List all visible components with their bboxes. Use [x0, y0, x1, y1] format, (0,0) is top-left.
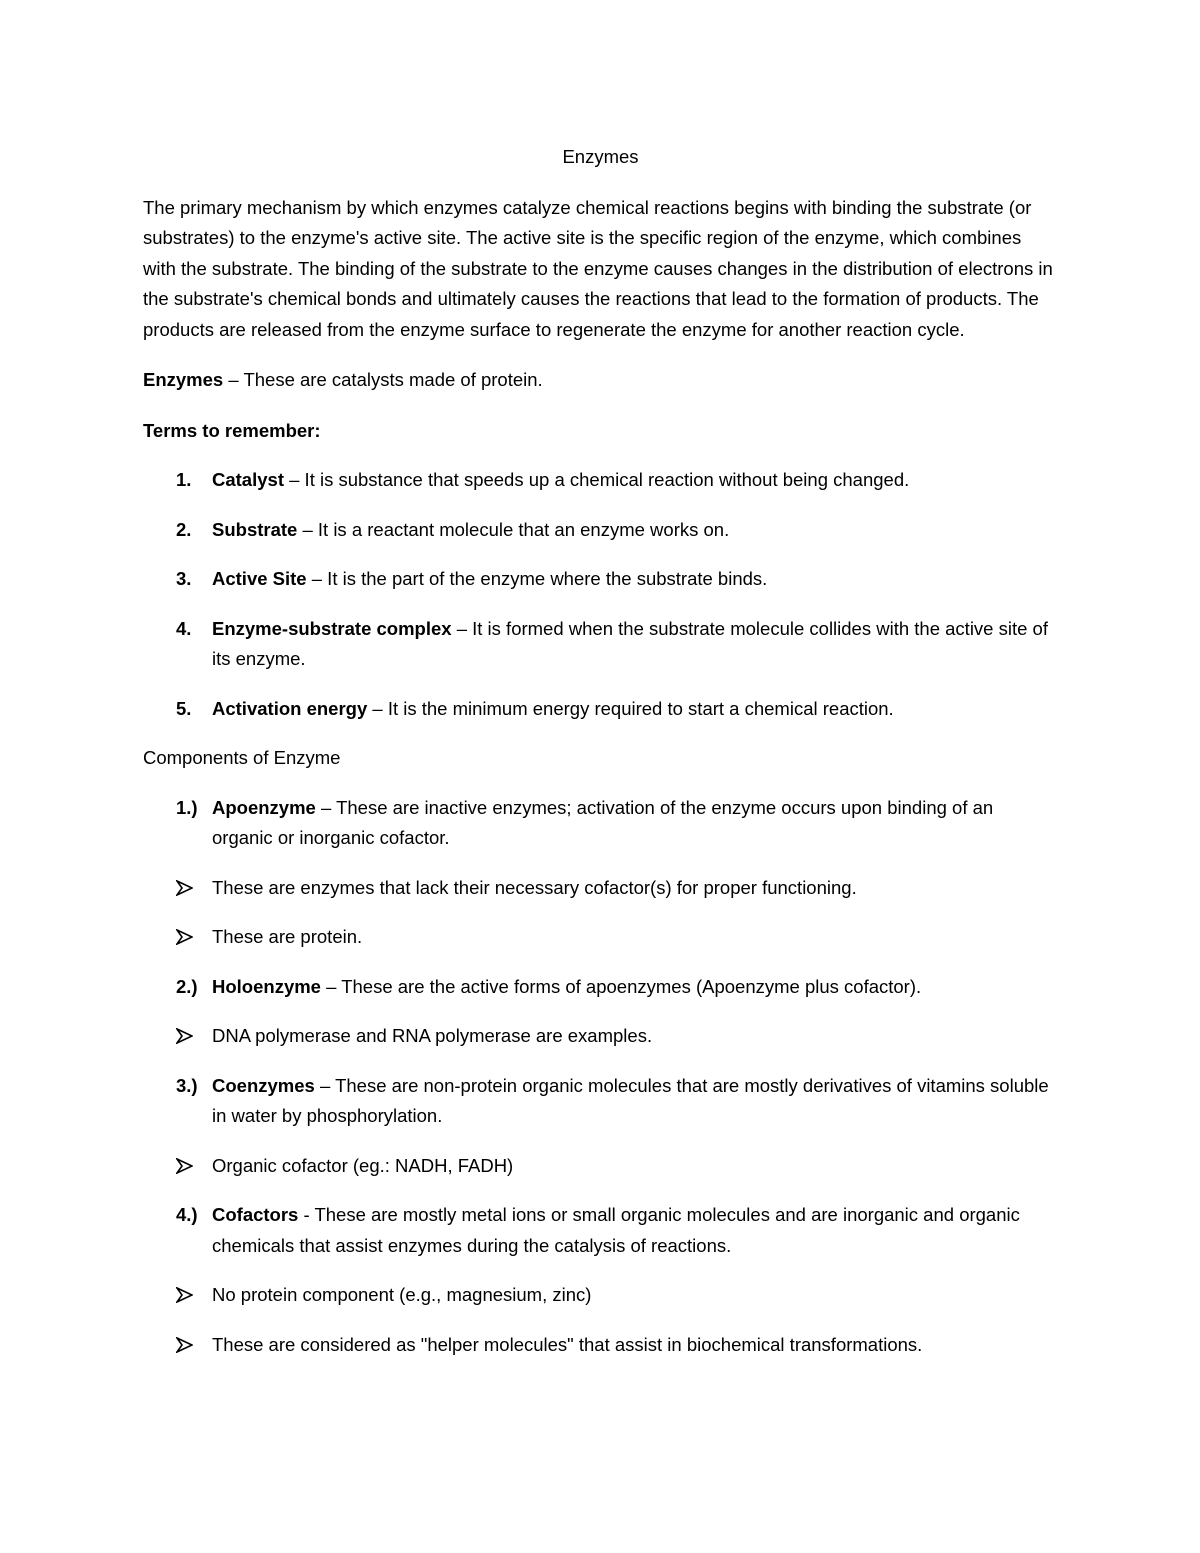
term-item: [143, 515, 1058, 546]
bullet-item: [143, 1021, 1058, 1052]
arrow-bullet-icon: [176, 1280, 193, 1303]
term-item: [143, 614, 1058, 675]
bullet-item: [143, 1151, 1058, 1182]
term-name: Substrate: [212, 518, 298, 540]
document-body: [143, 142, 1058, 1379]
components-list: [143, 793, 1058, 1361]
term-number: 4.: [176, 617, 192, 639]
component-text: – These are non-protein organic molecules that are mostly derivatives of vitamins soluble in water by phosphorylation.: [212, 1074, 1049, 1126]
bullet-item: [143, 922, 1058, 953]
component-name: Holoenzyme: [212, 975, 321, 997]
bullet-text: These are protein.: [212, 926, 363, 947]
term-number: 5.: [176, 697, 192, 719]
component-text: – These are inactive enzymes; activation of the enzyme occurs upon binding of an organic or inorganic cofactor.: [212, 796, 994, 848]
component-text: – These are the active forms of apoenzymes (Apoenzyme plus cofactor).: [320, 975, 922, 997]
component-item: [143, 972, 1058, 1003]
term-name: Activation energy: [212, 697, 368, 719]
component-name: Coenzymes: [212, 1074, 315, 1096]
term-text: – It is substance that speeds up a chemical reaction without being changed.: [283, 469, 910, 490]
bullet-text: No protein component (e.g., magnesium, zinc): [212, 1284, 592, 1305]
term-name: Catalyst: [212, 469, 284, 490]
bullet-text: These are enzymes that lack their necessary cofactor(s) for proper functioning.: [212, 876, 857, 898]
term-text: – It is the minimum energy required to start a chemical reaction.: [367, 697, 894, 719]
component-number: 4.): [176, 1204, 198, 1225]
component-name: Apoenzyme: [212, 796, 316, 818]
terms-heading: Terms to remember:: [143, 419, 321, 441]
component-number: 1.): [176, 796, 198, 818]
component-item: [143, 1200, 1058, 1261]
term-name: Active Site: [212, 568, 307, 589]
terms-list: [143, 465, 1058, 724]
definition-text: – These are catalysts made of protein.: [223, 369, 543, 390]
term-item: [143, 465, 1058, 496]
components-heading: Components of Enzyme: [143, 747, 341, 768]
term-item: [143, 564, 1058, 595]
bullet-text: DNA polymerase and RNA polymerase are examples.: [212, 1025, 653, 1046]
definition-term: Enzymes: [143, 369, 224, 390]
component-item: [143, 793, 1058, 854]
bullet-text: These are considered as "helper molecules" that assist in biochemical transformations.: [212, 1333, 923, 1355]
component-item: [143, 1071, 1058, 1132]
term-text: – It is formed when the substrate molecule collides with the active site of its enzyme.: [212, 617, 1048, 669]
component-number: 3.): [176, 1074, 198, 1096]
bullet-item: [143, 1280, 1058, 1311]
term-item: [143, 694, 1058, 725]
arrow-bullet-icon: [176, 922, 193, 945]
arrow-bullet-icon: [176, 1021, 193, 1044]
component-text: - These are mostly metal ions or small organic molecules and are inorganic and organic chemicals that assist enzymes during the catalysis of reactions.: [212, 1204, 1020, 1256]
intro-paragraph: The primary mechanism by which enzymes catalyze chemical reactions begins with binding the substrate (or substrates) to the enzyme's active site. The active site is the specific region of the enzyme, which combines with the substrate. The binding of the substrate to the enzyme causes changes in the distribution of electrons in the substrate's chemical bonds and ultimately causes the reactions that lead to the formation of products. The products are released from the enzyme surface to regenerate the enzyme for another reaction cycle.: [143, 196, 1053, 340]
term-number: 3.: [176, 568, 192, 589]
definition-paragraph: [143, 365, 1058, 396]
term-text: – It is a reactant molecule that an enzyme works on.: [297, 518, 730, 540]
bullet-text: Organic cofactor (eg.: NADH, FADH): [212, 1154, 514, 1176]
arrow-bullet-icon: [176, 873, 193, 896]
term-text: – It is the part of the enzyme where the substrate binds.: [306, 568, 768, 589]
arrow-bullet-icon: [176, 1330, 193, 1353]
bullet-item: [143, 873, 1058, 904]
term-number: 1.: [176, 469, 192, 490]
term-name: Enzyme-substrate complex: [212, 617, 452, 639]
bullet-item: [143, 1330, 1058, 1361]
arrow-bullet-icon: [176, 1151, 193, 1174]
document-title: Enzymes: [562, 146, 639, 167]
component-name: Cofactors: [212, 1204, 299, 1225]
term-number: 2.: [176, 518, 192, 540]
component-number: 2.): [176, 975, 198, 997]
